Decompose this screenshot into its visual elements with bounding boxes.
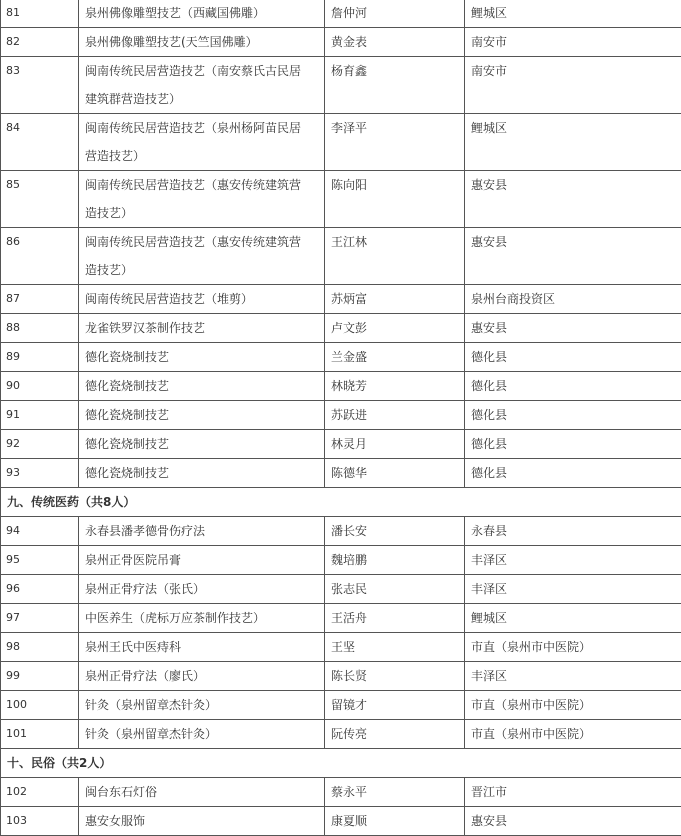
row-number: 92 [1, 430, 79, 459]
project-name: 泉州正骨疗法（张氏） [79, 575, 325, 604]
project-name: 泉州王氏中医痔科 [79, 633, 325, 662]
section-header-row [1, 488, 681, 517]
inheritor-name: 潘长安 [325, 517, 465, 546]
project-name: 龙雀铁罗汉茶制作技艺 [79, 314, 325, 343]
table-body [1, 0, 681, 836]
row-number: 94 [1, 517, 79, 546]
table-row [1, 171, 681, 228]
project-name: 泉州正骨疗法（廖氏） [79, 662, 325, 691]
inheritor-name: 苏跃进 [325, 401, 465, 430]
inheritor-name: 张志民 [325, 575, 465, 604]
row-number: 103 [1, 807, 79, 836]
table-row [1, 228, 681, 285]
project-name: 中医养生（虎标万应茶制作技艺） [79, 604, 325, 633]
inheritor-name: 留镜才 [325, 691, 465, 720]
table-row [1, 575, 681, 604]
row-number: 100 [1, 691, 79, 720]
inheritor-name: 苏炳富 [325, 285, 465, 314]
inheritor-name: 林灵月 [325, 430, 465, 459]
region: 永春县 [465, 517, 681, 546]
project-name: 闽台东石灯俗 [79, 778, 325, 807]
table-row [1, 604, 681, 633]
project-name: 德化瓷烧制技艺 [79, 430, 325, 459]
project-name-line: 造技艺） [85, 199, 324, 227]
project-name: 永春县潘孝德骨伤疗法 [79, 517, 325, 546]
inheritor-name: 魏培鹏 [325, 546, 465, 575]
region: 德化县 [465, 343, 681, 372]
project-name-line: 造技艺） [85, 256, 324, 284]
region: 德化县 [465, 401, 681, 430]
inheritor-name: 林晓芳 [325, 372, 465, 401]
table-row [1, 28, 681, 57]
row-number: 89 [1, 343, 79, 372]
region: 泉州台商投资区 [465, 285, 681, 314]
row-number: 96 [1, 575, 79, 604]
region: 惠安县 [465, 228, 681, 285]
region: 惠安县 [465, 807, 681, 836]
table-row [1, 0, 681, 28]
inheritor-name: 黄金表 [325, 28, 465, 57]
row-number: 99 [1, 662, 79, 691]
project-name [79, 171, 325, 228]
region: 丰泽区 [465, 546, 681, 575]
row-number: 95 [1, 546, 79, 575]
inheritor-name: 陈德华 [325, 459, 465, 488]
project-name: 德化瓷烧制技艺 [79, 401, 325, 430]
row-number: 85 [1, 171, 79, 228]
table-row [1, 285, 681, 314]
project-name: 闽南传统民居营造技艺（堆剪） [79, 285, 325, 314]
row-number: 90 [1, 372, 79, 401]
region: 鲤城区 [465, 0, 681, 28]
inheritor-name: 兰金盛 [325, 343, 465, 372]
inheritor-name: 王江林 [325, 228, 465, 285]
project-name: 德化瓷烧制技艺 [79, 372, 325, 401]
region: 晋江市 [465, 778, 681, 807]
region: 德化县 [465, 459, 681, 488]
project-name-line: 营造技艺） [85, 142, 324, 170]
table-row [1, 459, 681, 488]
project-name-line: 闽南传统民居营造技艺（惠安传统建筑营 [85, 171, 324, 199]
table-row [1, 401, 681, 430]
inheritor-name: 李泽平 [325, 114, 465, 171]
table-row [1, 517, 681, 546]
section-header-row [1, 749, 681, 778]
region: 市直（泉州市中医院） [465, 633, 681, 662]
project-name: 针灸（泉州留章杰针灸） [79, 691, 325, 720]
row-number: 86 [1, 228, 79, 285]
row-number: 87 [1, 285, 79, 314]
project-name-line: 闽南传统民居营造技艺（南安蔡氏古民居 [85, 57, 324, 85]
table-row [1, 807, 681, 836]
table-row [1, 546, 681, 575]
region: 市直（泉州市中医院） [465, 691, 681, 720]
region: 惠安县 [465, 314, 681, 343]
region: 南安市 [465, 28, 681, 57]
region: 德化县 [465, 372, 681, 401]
region: 惠安县 [465, 171, 681, 228]
row-number: 88 [1, 314, 79, 343]
project-name: 德化瓷烧制技艺 [79, 343, 325, 372]
inheritor-name: 陈长贤 [325, 662, 465, 691]
region: 鲤城区 [465, 604, 681, 633]
table-row [1, 372, 681, 401]
project-name [79, 114, 325, 171]
row-number: 83 [1, 57, 79, 114]
table-row [1, 430, 681, 459]
table-row [1, 343, 681, 372]
table-row [1, 720, 681, 749]
project-name: 泉州正骨医院吊膏 [79, 546, 325, 575]
region: 丰泽区 [465, 662, 681, 691]
inheritor-name: 蔡永平 [325, 778, 465, 807]
row-number: 101 [1, 720, 79, 749]
region: 德化县 [465, 430, 681, 459]
table-row [1, 662, 681, 691]
section-title: 十、民俗（共2人） [1, 749, 681, 778]
region: 丰泽区 [465, 575, 681, 604]
row-number: 81 [1, 0, 79, 28]
project-name-line: 建筑群营造技艺） [85, 85, 324, 113]
inheritor-name: 卢文彭 [325, 314, 465, 343]
project-name-line: 闽南传统民居营造技艺（泉州杨阿苗民居 [85, 114, 324, 142]
section-title: 九、传统医药（共8人） [1, 488, 681, 517]
region: 南安市 [465, 57, 681, 114]
project-name-line: 闽南传统民居营造技艺（惠安传统建筑营 [85, 228, 324, 256]
table-row [1, 691, 681, 720]
table-row [1, 314, 681, 343]
project-name: 惠安女服饰 [79, 807, 325, 836]
project-name: 针灸（泉州留章杰针灸） [79, 720, 325, 749]
row-number: 82 [1, 28, 79, 57]
project-name: 泉州佛像雕塑技艺（西藏国佛雕） [79, 0, 325, 28]
inheritor-name: 陈向阳 [325, 171, 465, 228]
table-row [1, 778, 681, 807]
row-number: 102 [1, 778, 79, 807]
row-number: 91 [1, 401, 79, 430]
project-name: 德化瓷烧制技艺 [79, 459, 325, 488]
table-row [1, 633, 681, 662]
table-row [1, 57, 681, 114]
row-number: 98 [1, 633, 79, 662]
inheritor-name: 王活舟 [325, 604, 465, 633]
inheritor-name: 康夏顺 [325, 807, 465, 836]
region: 市直（泉州市中医院） [465, 720, 681, 749]
row-number: 97 [1, 604, 79, 633]
project-name: 泉州佛像雕塑技艺(天竺国佛雕） [79, 28, 325, 57]
inheritor-name: 詹仲河 [325, 0, 465, 28]
table-row [1, 114, 681, 171]
inheritor-name: 王坚 [325, 633, 465, 662]
row-number: 93 [1, 459, 79, 488]
inheritor-name: 阮传亮 [325, 720, 465, 749]
region: 鲤城区 [465, 114, 681, 171]
project-name [79, 228, 325, 285]
inheritor-name: 杨育鑫 [325, 57, 465, 114]
row-number: 84 [1, 114, 79, 171]
project-name [79, 57, 325, 114]
